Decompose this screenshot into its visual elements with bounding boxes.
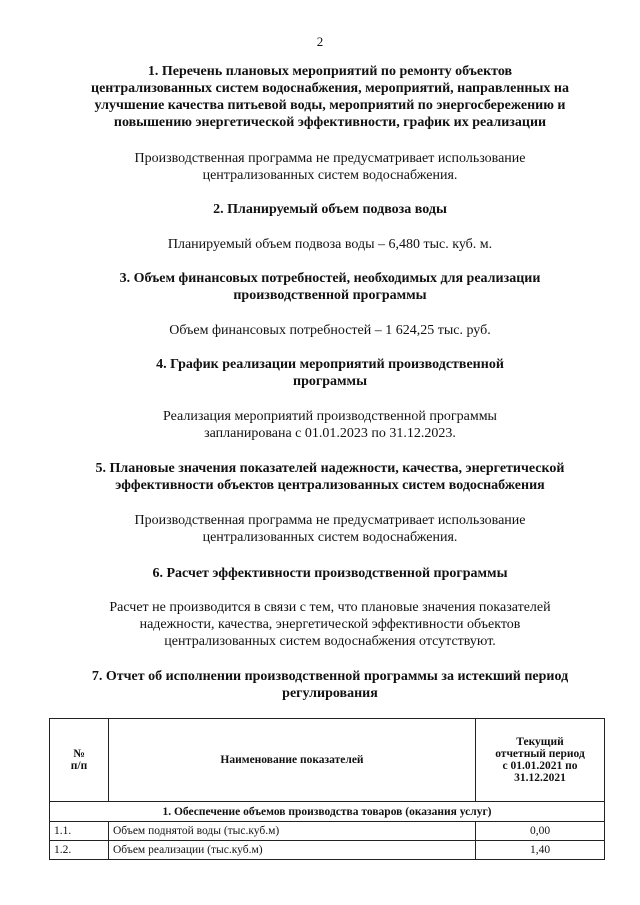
table-header-row [50,719,605,802]
section-row-label: 1. Обеспечение объемов производства товаров (оказания услуг) [50,802,605,822]
row-number: 1.1. [50,822,109,841]
table-row [50,841,605,860]
row-number: 1.2. [50,841,109,860]
table-row [50,822,605,841]
section-6-heading: 6. Расчет эффективности производственной программы [152,566,508,581]
section-2-text: Планируемый объем подвоза воды – 6,480 тыс. куб. м. [167,237,493,252]
row-name: Объем реализации (тыс.куб.м) [109,841,476,860]
page-number: 2 [316,34,324,49]
column-header-name: Наименование показателей [109,719,476,802]
column-header-value: Текущий отчетный период с 01.01.2021 по 31.12.2021 [476,719,605,802]
table-section-row [50,802,605,822]
section-3-text: Объем финансовых потребностей – 1 624,25 тыс. руб. [169,323,491,338]
section-6-text: Расчет не производится в связи с тем, что плановые значения показателей надежности, качества, энергетической эффективности объектов централизованных систем водоснабжения отсутствуют. [109,600,551,649]
report-table [49,718,605,860]
section-2-heading: 2. Планируемый объем подвоза воды [213,202,447,217]
row-value: 1,40 [476,841,605,860]
section-1-text: Производственная программа не предусматривает использование централизованных систем водоснабжения. [134,151,526,183]
section-5-heading: 5. Плановые значения показателей надежности, качества, энергетической эффективности объектов централизованных систем водоснабжения [95,461,565,493]
section-1-heading: 1. Перечень плановых мероприятий по ремонту объектов централизованных систем водоснабжения, мероприятий, направленных на улучшение качества питьевой воды, мероприятий по энергосбережению и повышению энергетической эффективности, график их реализации [91,64,569,130]
section-5-text: Производственная программа не предусматривает использование централизованных систем водоснабжения. [134,513,526,545]
section-7-heading: 7. Отчет об исполнении производственной программы за истекший период регулирования [91,669,569,701]
section-4-text: Реализация мероприятий производственной программы запланирована с 01.01.2023 по 31.12.2023. [163,409,497,441]
section-4-heading: 4. График реализации мероприятий производственной программы [156,357,504,389]
row-value: 0,00 [476,822,605,841]
row-name: Объем поднятой воды (тыс.куб.м) [109,822,476,841]
section-3-heading: 3. Объем финансовых потребностей, необходимых для реализации производственной программы [119,271,541,303]
column-header-number: № п/п [50,719,109,802]
